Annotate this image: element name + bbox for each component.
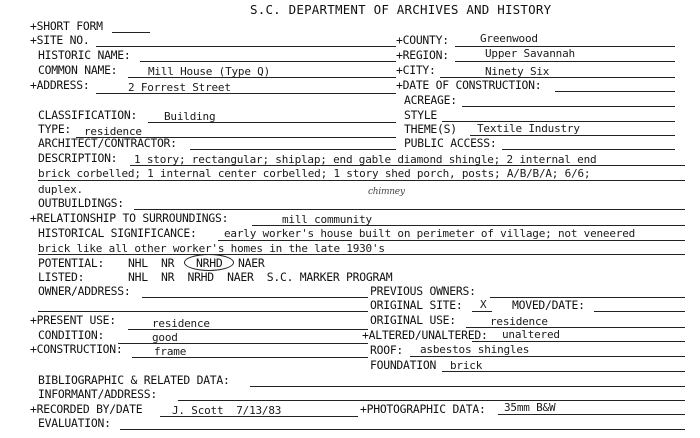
page-title: S.C. DEPARTMENT OF ARCHIVES AND HISTORY <box>250 2 552 17</box>
address-label: +ADDRESS: <box>30 78 90 92</box>
short-form-label: +SHORT FORM <box>30 19 103 33</box>
altered-value: unaltered <box>502 328 560 341</box>
common-name-line <box>128 77 396 78</box>
themes-line <box>470 135 675 136</box>
relationship-label: +RELATIONSHIP TO SURROUNDINGS: <box>30 211 229 225</box>
photographic-data-value: 35mm B&W <box>504 401 556 414</box>
relationship-value: mill community <box>282 213 372 226</box>
condition-value: good <box>152 331 178 344</box>
county-label: +COUNTY: <box>396 33 449 47</box>
architect-label: ARCHITECT/CONTRACTOR: <box>38 136 177 150</box>
city-label: +CITY: <box>396 63 436 77</box>
construction-line <box>132 357 368 358</box>
photographic-data-label: +PHOTOGRAPHIC DATA: <box>360 402 486 416</box>
themes-value: Textile Industry <box>477 122 580 135</box>
type-value: residence <box>84 125 142 138</box>
moved-date-label: MOVED/DATE: <box>512 298 585 312</box>
evaluation-label: EVALUATION: <box>38 416 111 430</box>
listed-label: LISTED: <box>38 270 85 284</box>
evaluation-line <box>120 429 685 430</box>
site-no-label: +SITE NO. <box>30 33 90 47</box>
original-use-label: ORIGINAL USE: <box>370 313 456 327</box>
condition-line <box>118 343 368 344</box>
owner-address-line-2 <box>38 311 368 312</box>
description-line-3: duplex. <box>38 183 83 196</box>
potential-nrhd-circled: NRHD <box>196 256 223 270</box>
photographic-data-line <box>498 414 685 415</box>
significance-rule-1 <box>218 240 685 241</box>
historic-name-label: HISTORIC NAME: <box>38 48 131 62</box>
site-no-line <box>96 46 396 47</box>
informant-label: INFORMANT/ADDRESS: <box>38 387 157 401</box>
nrhd-circle-mark <box>184 254 234 271</box>
common-name-value: Mill House (Type Q) <box>148 65 271 78</box>
listed-options: NHL NR NRHD NAER S.C. MARKER PROGRAM <box>128 270 393 284</box>
roof-label: ROOF: <box>370 343 404 357</box>
common-name-label: COMMON NAME: <box>38 63 118 77</box>
recorded-by-value: J. Scott 7/13/83 <box>172 404 282 417</box>
potential-naer: NAER <box>238 256 265 270</box>
present-use-value: residence <box>152 317 210 330</box>
potential-label: POTENTIAL: <box>38 256 105 270</box>
description-label: DESCRIPTION: <box>38 151 118 165</box>
county-value: Greenwood <box>480 32 538 45</box>
construction-value: frame <box>154 345 187 358</box>
description-rule-1 <box>130 165 685 166</box>
potential-options: NHL NR <box>128 256 175 270</box>
region-line <box>455 61 675 62</box>
previous-owners-label: PREVIOUS OWNERS: <box>370 284 476 298</box>
owner-address-label: OWNER/ADDRESS: <box>38 284 131 298</box>
bibliographic-line <box>250 386 685 387</box>
region-label: +REGION: <box>396 48 449 62</box>
significance-line-1: early worker's house built on perimeter of village; not veneered <box>224 227 636 240</box>
condition-label: CONDITION: <box>38 328 105 342</box>
city-value: Ninety Six <box>485 65 550 78</box>
significance-label: HISTORICAL SIGNIFICANCE: <box>38 226 197 240</box>
address-value: 2 Forrest Street <box>128 81 231 94</box>
handwritten-annotation: chimney <box>368 187 405 197</box>
roof-line <box>410 356 685 357</box>
original-use-line <box>466 327 685 328</box>
architect-line <box>190 149 396 150</box>
original-site-line <box>472 311 492 312</box>
significance-rule-2 <box>38 254 685 255</box>
bibliographic-label: BIBLIOGRAPHIC & RELATED DATA: <box>38 373 230 387</box>
altered-line <box>472 341 685 342</box>
outbuildings-label: OUTBUILDINGS: <box>38 196 124 210</box>
acreage-label: ACREAGE: <box>404 93 457 107</box>
short-form-line <box>112 32 150 33</box>
classification-label: CLASSIFICATION: <box>38 108 138 122</box>
public-access-line <box>502 149 675 150</box>
present-use-label: +PRESENT USE: <box>30 313 116 327</box>
recorded-by-line <box>160 416 358 417</box>
roof-value: asbestos shingles <box>420 343 530 356</box>
acreage-line <box>462 106 675 107</box>
owner-address-line <box>142 297 368 298</box>
foundation-value: brick <box>450 359 483 372</box>
relationship-line <box>252 225 685 226</box>
foundation-label: FOUNDATION <box>370 358 437 372</box>
original-use-value: residence <box>490 315 548 328</box>
original-site-label: ORIGINAL SITE: <box>370 298 463 312</box>
significance-line-2: brick like all other worker's homes in the late 1930's <box>38 242 385 255</box>
original-site-value: X <box>480 298 487 311</box>
address-line <box>96 93 396 94</box>
moved-date-line <box>594 311 685 312</box>
present-use-line <box>128 329 368 330</box>
description-line-1: 1 story; rectangular; shiplap; end gable diamond shingle; 2 internal end <box>134 153 597 166</box>
altered-label: +ALTERED/UNALTERED: <box>362 328 488 342</box>
classification-value: Building <box>164 110 216 123</box>
description-line-2: brick corbelled; 1 internal center corbelled; 1 story shed porch, posts; A/B/B/A; 6/6; <box>38 167 591 180</box>
foundation-line <box>442 371 685 372</box>
construction-label: +CONSTRUCTION: <box>30 342 123 356</box>
region-value: Upper Savannah <box>485 47 575 60</box>
description-rule-2 <box>38 180 685 181</box>
date-construction-label: +DATE OF CONSTRUCTION: <box>396 78 542 92</box>
public-access-label: PUBLIC ACCESS: <box>404 136 497 150</box>
recorded-by-label: +RECORDED BY/DATE <box>30 402 143 416</box>
type-label: TYPE: <box>38 122 72 136</box>
classification-line <box>148 122 396 123</box>
style-label: STYLE <box>404 108 438 122</box>
informant-line <box>178 400 685 401</box>
themes-label: THEME(S) <box>404 122 457 136</box>
outbuildings-line <box>134 209 685 210</box>
historic-name-line <box>140 61 396 62</box>
date-construction-line <box>555 91 675 92</box>
